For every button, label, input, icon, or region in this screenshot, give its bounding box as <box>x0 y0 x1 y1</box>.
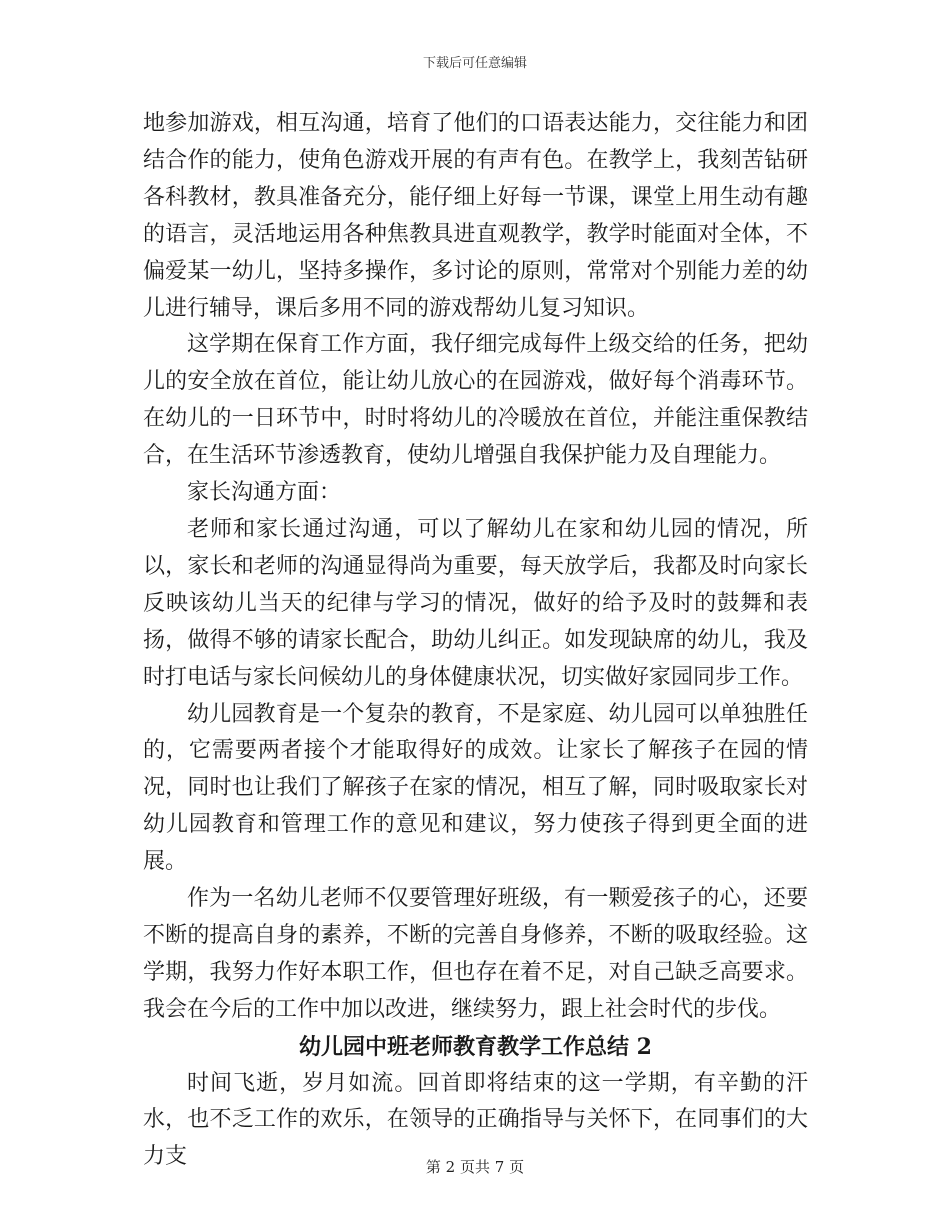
paragraph-parent-heading: 家长沟通方面： <box>187 480 342 506</box>
page-header: 下载后可任意编辑 <box>422 56 527 71</box>
paragraph-summary-intro: 时间飞逝，岁月如流。回首即将结束的这一学期，有辛勤的汗水，也不乏工作的欢乐，在领导的正确指导与关怀下，在同事们的大力支 <box>143 1070 808 1170</box>
paragraph-kindergarten-education: 幼儿园教育是一个复杂的教育，不是家庭、幼儿园可以单独胜任的，它需要两者接个才能取得好的成效。让家长了解孩子在园的情况，同时也让我们了解孩子在家的情况，相互了解，同时吸取家长对幼儿园教育和管理工作的意见和建议，努力使孩子得到更全面的进展。 <box>143 701 808 875</box>
document-body <box>143 106 808 1176</box>
paragraph-continued: 地参加游戏，相互沟通，培育了他们的口语表达能力，交往能力和团结合作的能力，使角色游戏开展的有声有色。在教学上，我刻苦钻研各科教材，教具准备充分，能仔细上好每一节课，课堂上用生动有趣的语言，灵活地运用各种焦教具进直观教学，教学时能面对全体，不偏爱某一幼儿，坚持多操作，多讨论的原则，常常对个别能力差的幼儿进行辅导，课后多用不同的游戏帮幼儿复习知识。 <box>143 111 808 321</box>
paragraph-parent-communication: 老师和家长通过沟通，可以了解幼儿在家和幼儿园的情况，所以，家长和老师的沟通显得尚为重要，每天放学后，我都及时向家长反映该幼儿当天的纪律与学习的情况，做好的给予及时的鼓舞和表扬，做得不够的请家长配合，助幼儿纠正。如发现缺席的幼儿，我及时打电话与家长问候幼儿的身体健康状况，切实做好家园同步工作。 <box>143 516 808 690</box>
paragraph-teacher-reflection: 作为一名幼儿老师不仅要管理好班级，有一颗爱孩子的心，还要不断的提高自身的素养，不断的完善自身修养，不断的吸取经验。这学期，我努力作好本职工作，但也存在着不足，对自己缺乏高要求。我会在今后的工作中加以改进，继续努力，跟上社会时代的步伐。 <box>143 886 808 1022</box>
page-footer: 第 2 页共 7 页 <box>425 1158 525 1176</box>
paragraph-care-work: 这学期在保育工作方面，我仔细完成每件上级交给的任务，把幼儿的安全放在首位，能让幼儿放心的在园游戏，做好每个消毒环节。在幼儿的一日环节中，时时将幼儿的冷暖放在首位，并能注重保教结合，在生活环节渗透教育，使幼儿增强自我保护能力及自理能力。 <box>143 332 808 469</box>
section-title: 幼儿园中班老师教育教学工作总结 2 <box>299 1033 652 1060</box>
